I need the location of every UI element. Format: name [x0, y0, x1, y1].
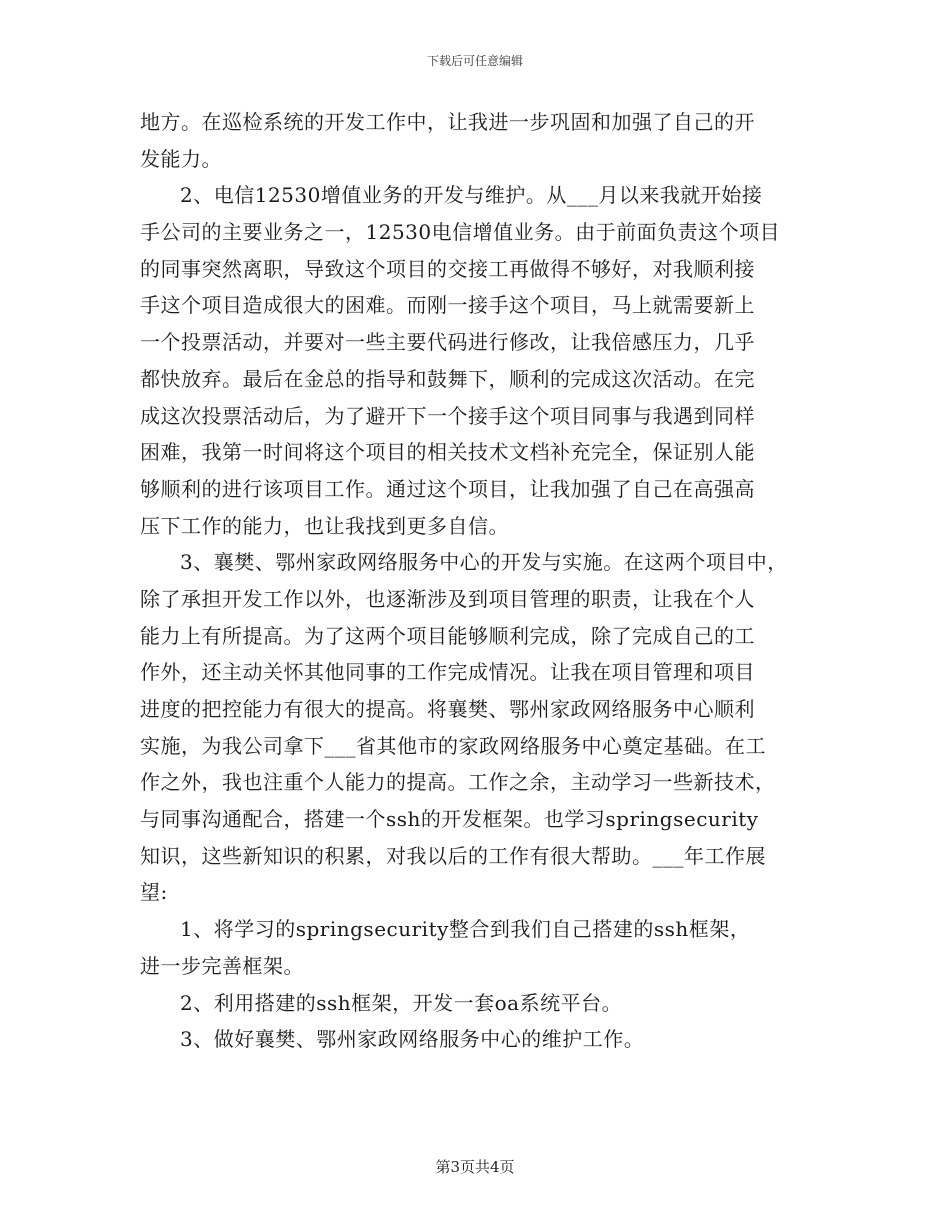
text-line: 3、做好襄樊、鄂州家政网络服务中心的维护工作。 [180, 1027, 645, 1052]
text-line: 发能力。 [140, 146, 222, 171]
text-line: 够顺利的进行该项目工作。通过这个项目，让我加强了自己在高强高 [140, 476, 755, 501]
text-line: 进度的把控能力有很大的提高。将襄樊、鄂州家政网络服务中心顺利 [140, 697, 755, 721]
text-line: 2、电信12530增值业务的开发与维护。从___月以来我就开始接 [180, 183, 763, 208]
text-line: 1、将学习的springsecurity整合到我们自己搭建的ssh框架， [180, 917, 751, 942]
text-line: 知识，这些新知识的积累，对我以后的工作有很大帮助。___年工作展 [140, 843, 766, 868]
page-header: 下载后可任意编辑 [426, 54, 523, 68]
text-line: 3、襄樊、鄂州家政网络服务中心的开发与实施。在这两个项目中， [180, 550, 788, 575]
text-line: 困难，我第一时间将这个项目的相关技术文档补充完全，保证别人能 [140, 440, 755, 465]
text-line: 能力上有所提高。为了这两个项目能够顺利完成，除了完成自己的工 [140, 623, 755, 648]
text-line: 望: [140, 880, 168, 905]
text-line: 的同事突然离职，导致这个项目的交接工再做得不够好，对我顺利接 [140, 256, 755, 281]
text-line: 成这次投票活动后，为了避开下一个接手这个项目同事与我遇到同样 [140, 403, 755, 428]
text-line: 手这个项目造成很大的困难。而刚一接手这个项目，马上就需要新上 [140, 293, 755, 318]
text-line: 手公司的主要业务之一，12530电信增值业务。由于前面负责这个项目 [140, 220, 781, 245]
text-line: 地方。在巡检系统的开发工作中，让我进一步巩固和加强了自己的开 [140, 110, 755, 134]
document-body [140, 104, 830, 1058]
text-line: 实施，为我公司拿下___省其他市的家政网络服务中心奠定基础。在工 [140, 733, 766, 758]
text-line: 一个投票活动，并要对一些主要代码进行修改，让我倍感压力，几乎 [140, 330, 755, 355]
text-line: 除了承担开发工作以外，也逐渐涉及到项目管理的职责，让我在个人 [140, 586, 755, 611]
page-number: 第3页共4页 [435, 1158, 515, 1176]
text-line: 2、利用搭建的ssh框架，开发一套oa系统平台。 [180, 990, 623, 1015]
text-line: 作之外，我也注重个人能力的提高。工作之余，主动学习一些新技术， [140, 770, 776, 795]
text-line: 进一步完善框架。 [140, 953, 304, 978]
text-line: 压下工作的能力，也让我找到更多自信。 [140, 513, 509, 538]
text-line: 作外，还主动关怀其他同事的工作完成情况。让我在项目管理和项目 [140, 660, 755, 685]
text-line: 都快放弃。最后在金总的指导和鼓舞下，顺利的完成这次活动。在完 [140, 366, 755, 391]
text-line: 与同事沟通配合，搭建一个ssh的开发框架。也学习springsecurity [140, 807, 759, 832]
